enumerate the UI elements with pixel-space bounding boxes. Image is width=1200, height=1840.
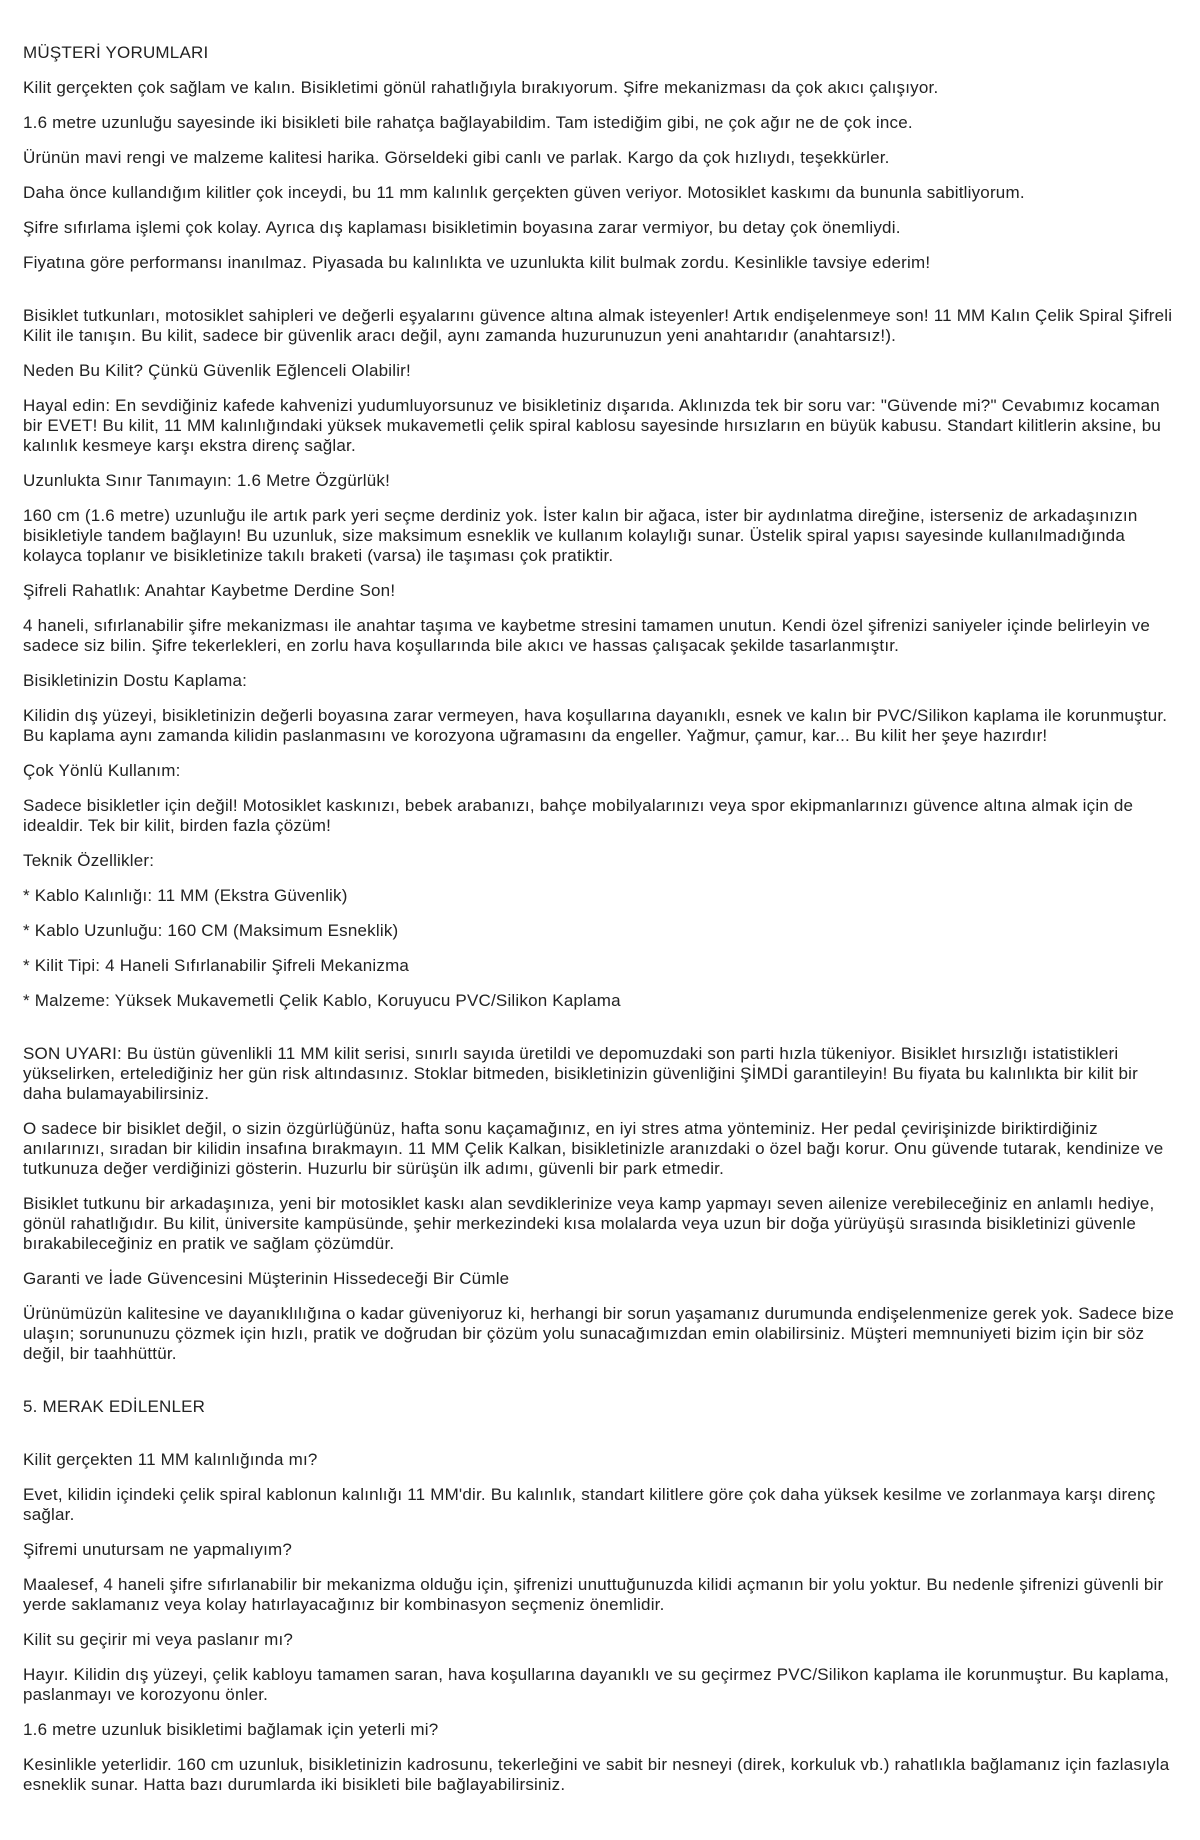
faq-answer: Kesinlikle yeterlidir. 160 cm uzunluk, bisikletinizin kadrosunu, tekerleğini ve sabit bir nesneyi (direk, korkuluk vb.) rahatlıkla bağlamanız için fazlasıyla esneklik sunar. Hatta bazı durumlarda iki bisikleti bile bağlayabilirsiniz. — [23, 1755, 1175, 1794]
product-intro-paragraph: Bisiklet tutkunları, motosiklet sahipleri ve değerli eşyalarını güvence altına almak isteyenler! Artık endişelenmeye son! 11 MM Kalın Çelik Spiral Şifreli Kilit ile tanışın. Bu kilit, sadece bir güvenlik aracı değil, aynı zamanda huzurunuzun yeni anahtarıdır (anahtarsız!). — [23, 306, 1178, 345]
faq-answer: Evet, kilidin içindeki çelik spiral kablonun kalınlığı 11 MM'dir. Bu kalınlık, standart kilitlere göre çok daha yüksek kesilme ve zorlanmaya karşı direnç sağlar. — [23, 1485, 1161, 1524]
section-paragraph: Hayal edin: En sevdiğiniz kafede kahvenizi yudumluyorsunuz ve bisikletiniz dışarıda. Aklınızda tek bir soru var: "Güvende mi?" Cevabımız kocaman bir EVET! Bu kilit, 11 MM kalınlığındaki yüksek mukavemetli çelik spiral kablosu sayesinde hırsızların en büyük kabusu. Standart kilitlerin aksine, bu kalınlık kesmeye karşı ekstra direnç sağlar. — [23, 396, 1166, 455]
blank-line — [23, 1432, 1180, 1450]
section-paragraph: 4 haneli, sıfırlanabilir şifre mekanizması ile anahtar taşıma ve kaybetme stresini tamamen unutun. Kendi özel şifrenizi saniyeler içinde belirleyin ve sadece siz bilin. Şifre tekerlekleri, en zorlu hava koşullarında bile akıcı ve hassas çalışacak şekilde tasarlanmıştır. — [23, 616, 1155, 655]
section-heading: Çok Yönlü Kullanım: — [23, 761, 181, 780]
section-paragraph: Sadece bisikletler için değil! Motosiklet kaskınızı, bebek arabanızı, bahçe mobilyalarınızı veya spor ekipmanlarınızı güvence altına almak için de idealdir. Tek bir kilit, birden fazla çözüm! — [23, 796, 1139, 835]
review-paragraph: Şifre sıfırlama işlemi çok kolay. Ayrıca dış kaplaması bisikletimin boyasına zarar vermiyor, bu detay çok önemliydi. — [23, 218, 901, 237]
section-paragraph: 160 cm (1.6 metre) uzunluğu ile artık park yeri seçme derdiniz yok. İster kalın bir ağaca, ister bir aydınlatma direğine, isterseniz de arkadaşınızın bisikletiyle tandem bağlayın! Bu uzunluk, size maksimum esneklik ve kullanım kolaylığı sunar. Üstelik spiral yapısı sayesinde kullanılmadığında kolayca toplanır ve bisikletinize takılı braketi (varsa) ile taşıması çok pratiktir. — [23, 506, 1143, 565]
closing-paragraph: O sadece bir bisiklet değil, o sizin özgürlüğünüz, hafta sonu kaçamağınız, en iyi stres atma yönteminiz. Her pedal çevirişinizde biriktirdiğiniz anılarınızı, sıradan bir kilidin insafına bırakmayın. 11 MM Çelik Kalkan, bisikletinizle aranızdaki o özel bağı korur. Onu güvende tutarak, kendinize ve tutkunuza değer verdiğinizi gösterin. Huzurlu bir sürüşün ilk adımı, güvenli bir park etmedir. — [23, 1119, 1169, 1178]
faq-answer: Maalesef, 4 haneli şifre sıfırlanabilir bir mekanizma olduğu için, şifrenizi unuttuğunuzda kilidi açmanın bir yolu yoktur. Bu nedenle şifrenizi güvenli bir yerde saklamanız veya kolay hatırlayacağınız bir kombinasyon seçmeniz önemlidir. — [23, 1575, 1169, 1614]
warning-paragraph: SON UYARI: Bu üstün güvenlikli 11 MM kilit serisi, sınırlı sayıda üretildi ve depomuzdaki son parti hızla tükeniyor. Bisiklet hırsızlığı istatistikleri yükselirken, ertelediğiniz her gün risk altındasınız. Stoklar bitmeden, bisikletinizin güvenliğini ŞİMDİ garantileyin! Bu fiyata bu kalınlıkta bir kilit bir daha bulamayabilirsiniz. — [23, 1044, 1143, 1103]
section-paragraph: Kilidin dış yüzeyi, bisikletinizin değerli boyasına zarar vermeyen, hava koşullarına dayanıklı, esnek ve kalın bir PVC/Silikon kaplama ile korunmuştur. Bu kaplama aynı zamanda kilidin paslanmasını ve korozyona uğramasını da engeller. Yağmur, çamur, kar... Bu kilit her şeye hazırdır! — [23, 706, 1173, 745]
review-paragraph: Kilit gerçekten çok sağlam ve kalın. Bisikletimi gönül rahatlığıyla bırakıyorum. Şifre mekanizması da çok akıcı çalışıyor. — [23, 78, 939, 97]
section-heading: Şifreli Rahatlık: Anahtar Kaybetme Derdine Son! — [23, 581, 396, 600]
faq-question: Kilit gerçekten 11 MM kalınlığında mı? — [23, 1450, 318, 1469]
guarantee-paragraph: Ürünümüzün kalitesine ve dayanıklılığına o kadar güveniyoruz ki, herhangi bir sorun yaşamanız durumunda endişelenmenize gerek yok. Sadece bize ulaşın; sorununuzu çözmek için hızlı, pratik ve doğrudan bir çözüm yolu sunacağımızdan emin olabilirsiniz. Müşteri memnuniyeti bizim için bir söz değil, bir taahhüttür. — [23, 1304, 1179, 1363]
blank-line — [23, 1379, 1180, 1397]
section-heading: Uzunlukta Sınır Tanımayın: 1.6 Metre Özgürlük! — [23, 471, 390, 490]
section-heading: Neden Bu Kilit? Çünkü Güvenlik Eğlenceli Olabilir! — [23, 361, 411, 380]
review-paragraph: Fiyatına göre performansı inanılmaz. Piyasada bu kalınlıkta ve uzunlukta kilit bulmak zordu. Kesinlikle tavsiye ederim! — [23, 253, 931, 272]
review-paragraph: Daha önce kullandığım kilitler çok inceydi, bu 11 mm kalınlık gerçekten güven veriyor. Motosiklet kaskımı da bununla sabitliyorum. — [23, 183, 1025, 202]
review-paragraph: 1.6 metre uzunluğu sayesinde iki bisikleti bile rahatça bağlayabildim. Tam istediğim gibi, ne çok ağır ne de çok ince. — [23, 113, 913, 132]
closing-paragraph: Bisiklet tutkunu bir arkadaşınıza, yeni bir motosiklet kaskı alan sevdiklerinize veya kamp yapmayı seven ailenize verebileceğiniz en anlamlı hediye, gönül rahatlığıdır. Bu kilit, üniversite kampüsünde, şehir merkezindeki kısa molalarda veya uzun bir doğa yürüyüşü sırasında bisikletinizi güvenle bırakabileceğiniz en pratik ve sağlam çözümdür. — [23, 1194, 1160, 1253]
spec-item: * Kilit Tipi: 4 Haneli Sıfırlanabilir Şifreli Mekanizma — [23, 956, 410, 975]
blank-line — [23, 288, 1180, 306]
guarantee-heading: Garanti ve İade Güvencesini Müşterinin Hissedeceği Bir Cümle — [23, 1269, 510, 1288]
review-paragraph: Ürünün mavi rengi ve malzeme kalitesi harika. Görseldeki gibi canlı ve parlak. Kargo da çok hızlıydı, teşekkürler. — [23, 148, 890, 167]
section-heading: Bisikletinizin Dostu Kaplama: — [23, 671, 248, 690]
faq-question: Kilit su geçirir mi veya paslanır mı? — [23, 1630, 294, 1649]
blank-line — [23, 1026, 1180, 1044]
faq-question: 1.6 metre uzunluk bisikletimi bağlamak için yeterli mi? — [23, 1720, 439, 1739]
spec-item: * Kablo Uzunluğu: 160 CM (Maksimum Esneklik) — [23, 921, 399, 940]
spec-item: * Malzeme: Yüksek Mukavemetli Çelik Kablo, Koruyucu PVC/Silikon Kaplama — [23, 991, 621, 1010]
spec-item: * Kablo Kalınlığı: 11 MM (Ekstra Güvenlik) — [23, 886, 348, 905]
reviews-section-title: MÜŞTERİ YORUMLARI — [23, 43, 209, 62]
specs-title: Teknik Özellikler: — [23, 851, 155, 870]
faq-section-title: 5. MERAK EDİLENLER — [23, 1397, 206, 1416]
faq-question: Şifremi unutursam ne yapmalıyım? — [23, 1540, 293, 1559]
faq-answer: Hayır. Kilidin dış yüzeyi, çelik kabloyu tamamen saran, hava koşullarına dayanıklı ve su geçirmez PVC/Silikon kaplama ile korunmuştur. Bu kaplama, paslanmayı ve korozyonu önler. — [23, 1665, 1174, 1704]
